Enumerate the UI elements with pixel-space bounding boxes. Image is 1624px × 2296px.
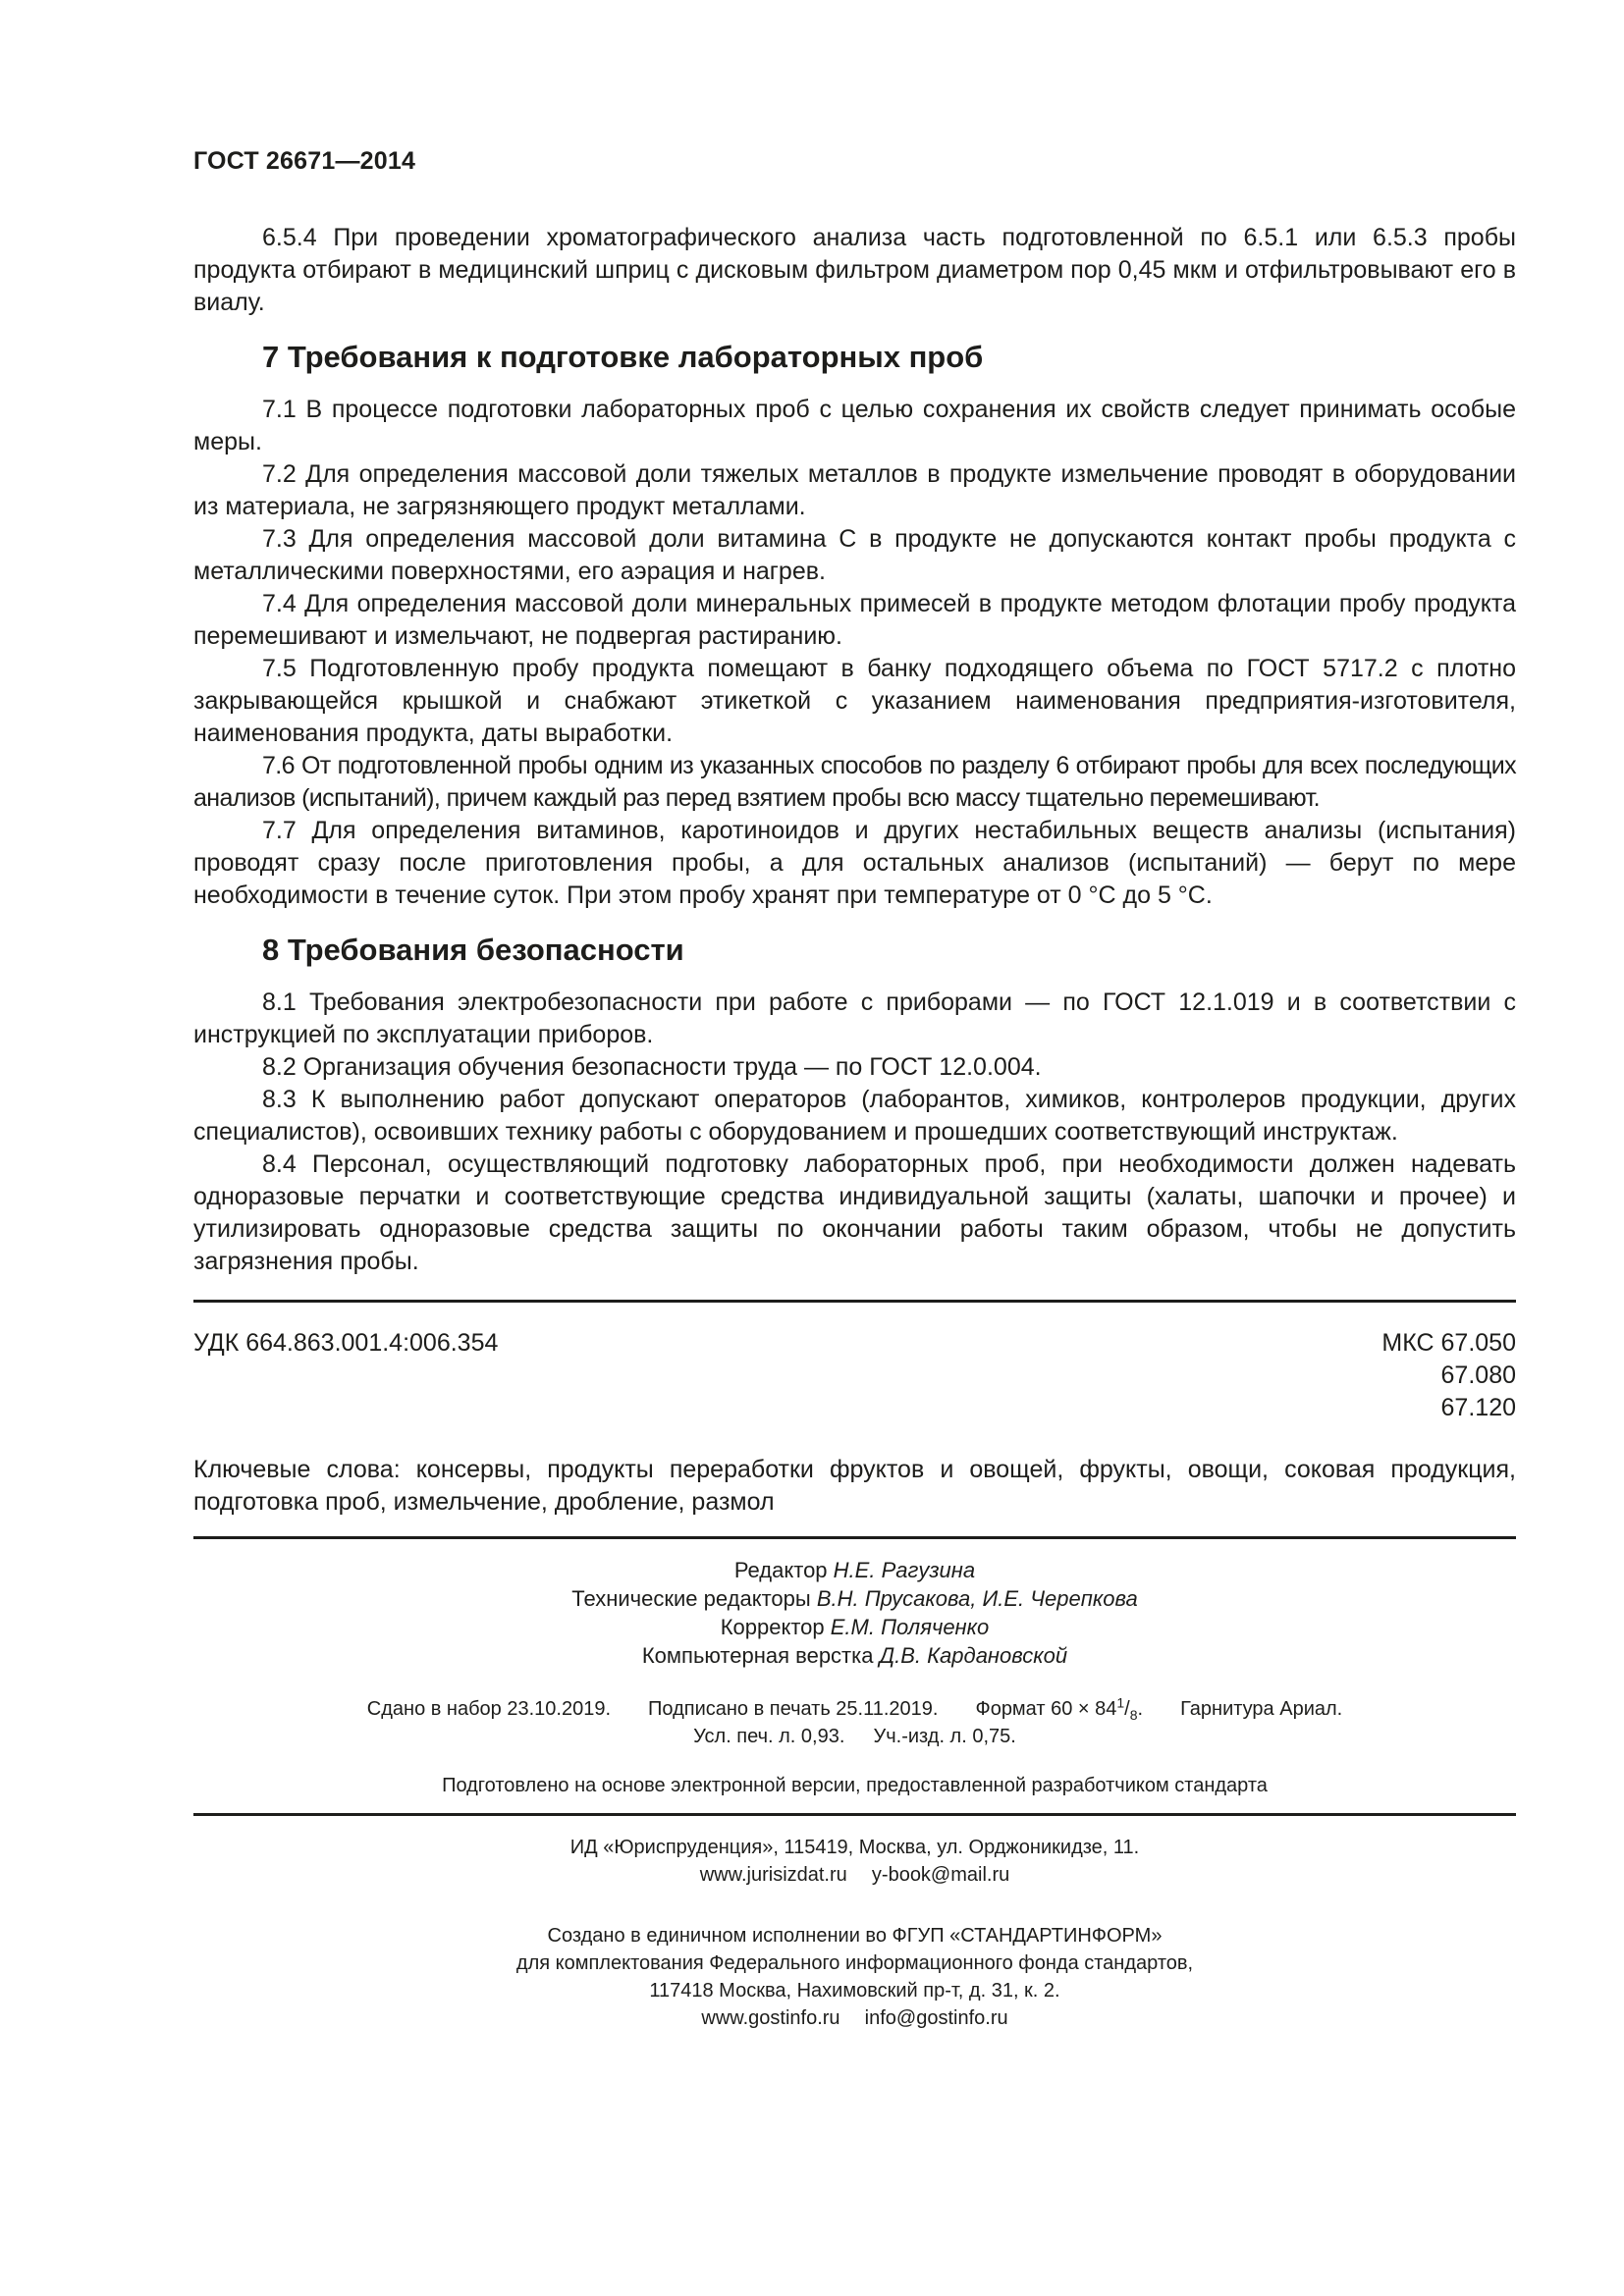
signed-to-print: Подписано в печать 25.11.2019. — [648, 1698, 939, 1720]
print-sheets: Усл. печ. л. 0,93. — [693, 1726, 845, 1747]
credit-person: Д.В. Кардановской — [879, 1643, 1068, 1668]
mks-code: 67.080 — [1440, 1362, 1516, 1389]
created-block — [193, 1922, 1516, 2032]
typeface: Гарнитура Ариал. — [1180, 1698, 1343, 1720]
credit-person: В.Н. Прусакова, И.Е. Черепкова — [816, 1586, 1138, 1611]
clause-8-2: 8.2 Организация обучения безопасности труда — по ГОСТ 12.0.004. — [262, 1053, 1042, 1081]
credit-role: Корректор — [720, 1615, 825, 1639]
imprint — [193, 1556, 1516, 1799]
credit-role: Компьютерная верстка — [641, 1643, 874, 1668]
editorial-credits — [193, 1556, 1516, 1670]
clause-6-5-4: 6.5.4 При проведении хроматографического анализа часть подготовленной по 6.5.1 или 6.5.3 пробы продукта отбирают в медицинский шприц с дисковым фильтром диаметром пор 0,45 мкм и отфильтровывают его в виалу. — [193, 224, 1516, 316]
clause-7-6: 7.6 От подготовленной пробы одним из указанных способов по разделу 6 отбирают пробы для всех последующих анализов (испытаний), причем каждый раз перед взятием пробы всю массу тщательно перемешивают. — [193, 752, 1516, 812]
print-info-line — [193, 1695, 1516, 1723]
section-7-heading: 7 Требования к подготовке лабораторных проб — [262, 340, 984, 374]
clause-7-1: 7.1 В процессе подготовки лабораторных проб с целью сохранения их свойств следует принимать особые меры. — [193, 396, 1516, 455]
clause-7-4: 7.4 Для определения массовой доли минеральных примесей в продукте методом флотации пробу продукта перемешивают и измельчают, не подвергая растиранию. — [193, 590, 1516, 650]
print-info-line — [193, 1723, 1516, 1750]
divider-middle — [193, 1536, 1516, 1539]
created-contacts — [193, 2004, 1516, 2032]
clause-8-1: 8.1 Требования электробезопасности при работе с приборами — по ГОСТ 12.1.019 и в соответствии с инструкцией по эксплуатации приборов. — [193, 988, 1516, 1048]
section-8-heading: 8 Требования безопасности — [262, 933, 684, 967]
clause-7-2: 7.2 Для определения массовой доли тяжелых металлов в продукте измельчение проводят в оборудовании из материала, не загрязняющего продукт металлами. — [193, 460, 1516, 520]
publisher-block — [193, 1834, 1516, 1889]
divider-bottom — [193, 1813, 1516, 1816]
standard-code-header: ГОСТ 26671—2014 — [193, 147, 416, 175]
print-info — [193, 1695, 1516, 1750]
credit-line — [193, 1641, 1516, 1670]
created-line: Создано в единичном исполнении во ФГУП «СТАНДАРТИНФОРМ» — [547, 1925, 1163, 1947]
credit-line — [193, 1613, 1516, 1641]
publisher-sheets: Уч.-изд. л. 0,75. — [873, 1726, 1016, 1747]
created-line: для комплектования Федерального информационного фонда стандартов, — [515, 1952, 1194, 1974]
document-content — [193, 222, 1516, 2032]
prepared-note: Подготовлено на основе электронной версии, предоставленной разработчиком стандарта — [442, 1775, 1268, 1796]
gostinfo-email[interactable]: info@gostinfo.ru — [864, 2007, 1008, 2029]
clause-7-5: 7.5 Подготовленную пробу продукта помещают в банку подходящего объема по ГОСТ 5717.2 с плотно закрывающейся крышкой и снабжают этикеткой с указанием наименования предприятия-изготовителя, наименования продукта, даты выработки. — [193, 655, 1516, 747]
mks-code: 67.120 — [1440, 1394, 1516, 1421]
keywords: Ключевые слова: консервы, продукты переработки фруктов и овощей, фрукты, овощи, соковая продукция, подготовка проб, измельчение, дробление, размол — [193, 1456, 1516, 1516]
publisher-address: ИД «Юриспруденция», 115419, Москва, ул. Орджоникидзе, 11. — [569, 1837, 1140, 1858]
credit-line — [193, 1584, 1516, 1613]
credit-role: Технические редакторы — [571, 1586, 811, 1611]
credit-line — [193, 1556, 1516, 1584]
sent-to-set: Сдано в набор 23.10.2019. — [366, 1698, 612, 1720]
created-line: 117418 Москва, Нахимовский пр-т, д. 31, к. 2. — [649, 1980, 1060, 2002]
mks-code: МКС 67.050 — [1381, 1329, 1516, 1357]
classification-block — [193, 1327, 1516, 1424]
gostinfo-website[interactable]: www.gostinfo.ru — [701, 2007, 840, 2029]
credit-role: Редактор — [733, 1558, 828, 1582]
clause-8-4: 8.4 Персонал, осуществляющий подготовку лабораторных проб, при необходимости должен надевать одноразовые перчатки и соответствующие средства индивидуальной защиты (халаты, шапочки и прочее) и утилизировать одноразовые средства защиты по окончании работы таким образом, чтобы не допустить загрязнения пробы. — [193, 1150, 1516, 1275]
credit-person: Е.М. Поляченко — [830, 1615, 990, 1639]
publisher-website[interactable]: www.jurisizdat.ru — [699, 1864, 847, 1886]
publisher-contacts — [193, 1861, 1516, 1889]
clause-7-3: 7.3 Для определения массовой доли витамина С в продукте не допускаются контакт пробы продукта с металлическими поверхностями, его аэрация и нагрев. — [193, 525, 1516, 585]
divider-top — [193, 1300, 1516, 1303]
clause-8-3: 8.3 К выполнению работ допускают операторов (лаборантов, химиков, контролеров продукции, других специалистов), освоивших технику работы с оборудованием и прошедших соответствующий инструктаж. — [193, 1086, 1516, 1146]
publisher-email[interactable]: y-book@mail.ru — [871, 1864, 1010, 1886]
clause-7-7: 7.7 Для определения витаминов, каротиноидов и других нестабильных веществ анализы (испытания) проводят сразу после приготовления пробы, а для остальных анализов (испытаний) — берут по мере необходимости в течение суток. При этом пробу хранят при температуре от 0 °С до 5 °С. — [193, 817, 1516, 909]
mks-codes — [1381, 1327, 1516, 1424]
credit-person: Н.Е. Рагузина — [833, 1558, 976, 1582]
paper-format: Формат $60 \times 84^1/_8$. — [975, 1694, 1144, 1723]
udk-code: УДК 664.863.001.4:006.354 — [193, 1329, 499, 1357]
publisher-info — [193, 1834, 1516, 2032]
